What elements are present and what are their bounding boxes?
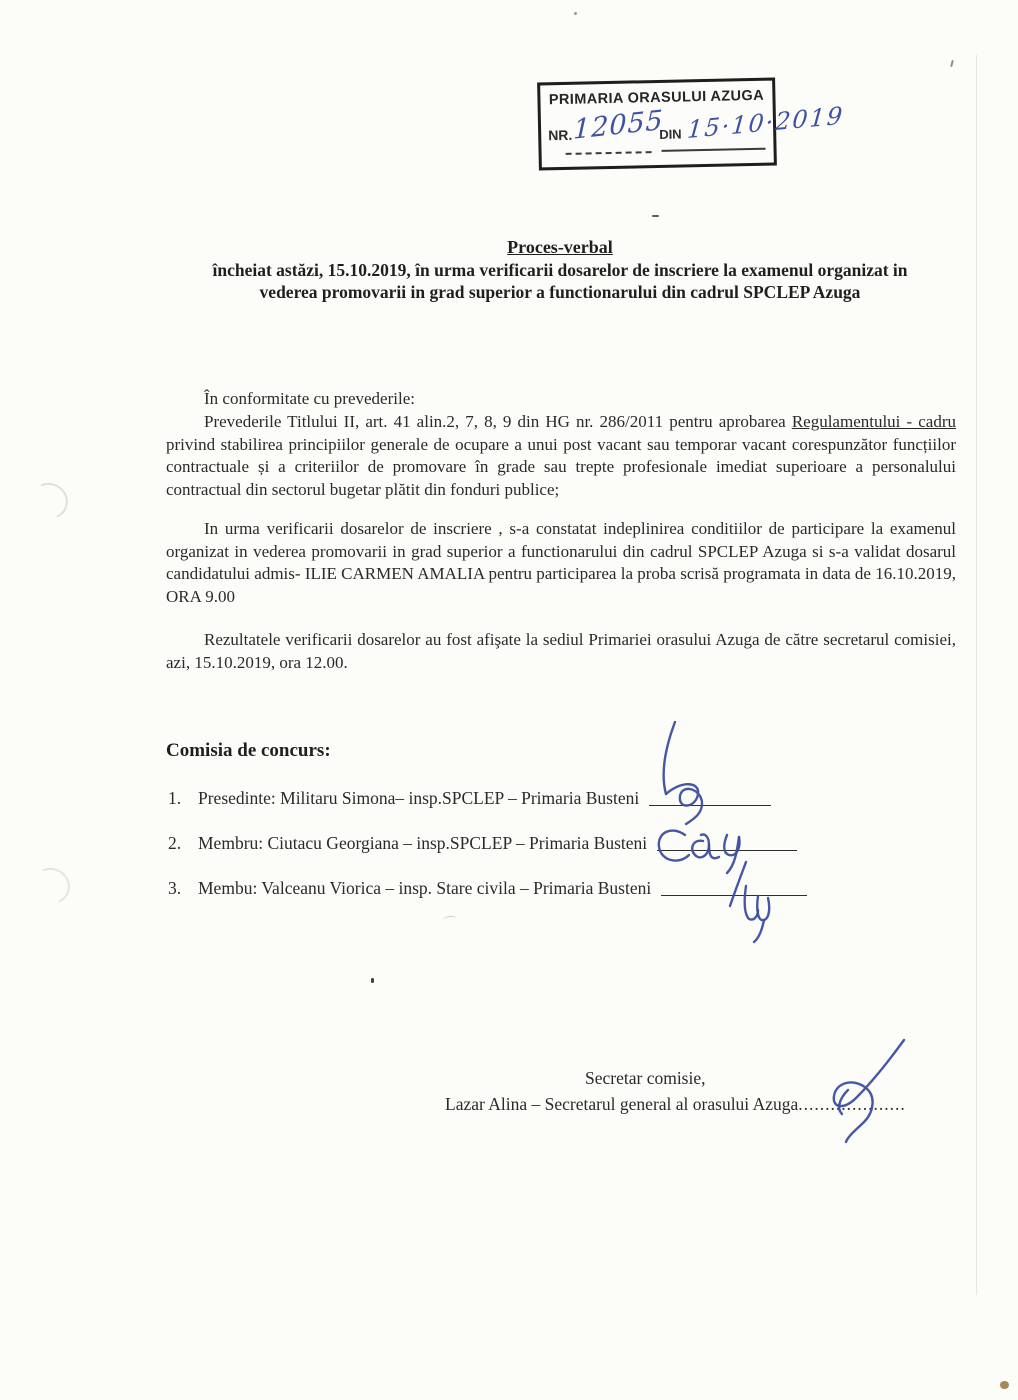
punch-hole-shadow-top: [25, 478, 73, 525]
committee-heading: Comisia de concurs:: [166, 740, 331, 761]
paragraph-prevederi: [166, 411, 956, 501]
prevederi-text-post: privind stabilirea principiilor generale de ocupare a unui post vacant sau temporar vacant corespunzător funcțiilor contractuale și a criteriilor de promovare în grade sau trepte profesionale imediat superioare a personalului contractual din sectorul bugetar plătit din fonduri publice;: [166, 434, 956, 499]
president-signature-ink: [630, 718, 800, 830]
scan-speck-top: [574, 12, 577, 15]
member-number: 2.: [168, 833, 182, 853]
dotted-line: ....................: [798, 1094, 906, 1114]
intro-line-1: încheiat astăzi, 15.10.2019, în urma verificarii dosarelor de inscriere la examenul organizat in: [212, 260, 908, 280]
member-text: Presedinte: Militaru Simona– insp.SPCLEP – Primaria Busteni: [198, 788, 640, 808]
registration-stamp: [537, 78, 846, 171]
bottom-right-stain: [1000, 1381, 1009, 1389]
prevederi-underlined-reference: Regulamentului - cadru: [791, 412, 956, 431]
scan-edge-line: [976, 55, 977, 1295]
stamp-nr-handwritten-value: 12055: [572, 104, 665, 146]
stray-dash-mark: [652, 215, 659, 217]
member-text: Membu: Valceanu Viorica – insp. Stare civila – Primaria Busteni: [198, 878, 652, 898]
stamp-nr-label: NR.: [548, 126, 573, 144]
prevederi-text-pre: Prevederile Titlului II, art. 41 alin.2, 7, 8, 9 din HG nr. 286/2011 pentru aprobarea: [204, 412, 792, 431]
paragraph-verificare: In urma verificarii dosarelor de inscriere , s-a constatat indeplinirea conditiilor de participare la examenul organizat in vederea promovarii in grad superior a functionarului din cadrul SPCLEP Azuga si s-a validat dosarul candidatului admis- ILIE CARMEN AMALIA pentru participarea la proba scrisă programata in data de 16.10.2019, ORA 9.00: [166, 519, 956, 606]
stamp-date-handwritten-value: 15·10·2019: [686, 101, 846, 145]
scan-speck-middle: [371, 978, 374, 983]
member2-signature-ink: [712, 852, 788, 947]
document-title: Proces-verbal: [507, 237, 613, 257]
secretary-name-text: Lazar Alina – Secretarul general al orasului Azuga: [445, 1094, 799, 1114]
faint-pencil-squiggle: [443, 915, 457, 924]
paragraph-rezultate: Rezultatele verificarii dosarelor au fost afişate la sediul Primariei orasului Azuga de către secretarul comisiei, azi, 15.10.2019, ora 12.00.: [166, 630, 956, 672]
scan-speck-right: [950, 60, 954, 67]
intro-line-2: vederea promovarii in grad superior a functionarului din cadrul SPCLEP Azuga: [259, 282, 861, 302]
secretary-role-line: Secretar comisie,: [585, 1068, 706, 1088]
member-text: Membru: Ciutacu Georgiana – insp.SPCLEP – Primaria Busteni: [198, 833, 648, 853]
member-number: 1.: [168, 788, 182, 808]
document-header: [164, 236, 956, 303]
stamp-institution-name: PRIMARIA ORASULUI AZUGA: [548, 87, 765, 109]
member-number: 3.: [168, 878, 182, 898]
punch-hole-shadow-bottom: [27, 863, 75, 910]
paragraph-conformitate: În conformitate cu prevederile:: [204, 389, 415, 408]
stamp-din-label: DIN: [659, 126, 682, 142]
secretary-signature-ink: [812, 1032, 927, 1150]
